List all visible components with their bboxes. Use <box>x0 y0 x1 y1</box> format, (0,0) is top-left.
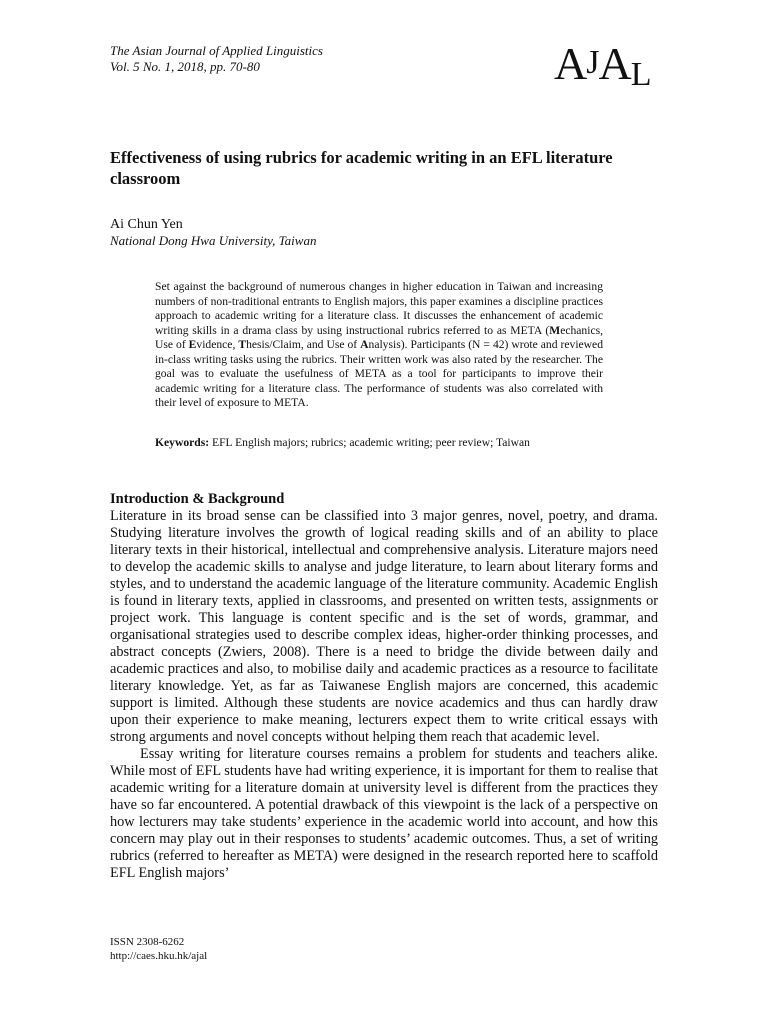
article-title: Effectiveness of using rubrics for academic writing in an EFL literature classroom <box>110 148 613 188</box>
issn: ISSN 2308-6262 <box>110 936 185 948</box>
abstract-emphasis: T <box>238 338 247 351</box>
section-body <box>110 508 658 882</box>
abstract-text: nalysis). Participants (N = 42) wrote and reviewed in-class writing tasks using the rubrics. Their written work was also rated by the researcher. The goal was to evaluate the usefulness of META as a tool for participants to improve their academic writing for a literature class. The performance of students was also correlated with their level of exposure to META. <box>155 338 603 409</box>
keywords <box>155 436 615 451</box>
abstract-emphasis: E <box>188 338 197 351</box>
journal-citation <box>110 43 323 75</box>
abstract-text: vidence, <box>196 338 239 351</box>
logo-letter: A <box>598 38 631 89</box>
journal-url: http://caes.hku.hk/ajal <box>110 950 208 962</box>
abstract-text: echanics, Use of <box>155 323 603 351</box>
journal-volume: Vol. 5 No. 1, 2018, pp. 70-80 <box>110 59 260 74</box>
page-footer <box>110 935 207 963</box>
abstract-emphasis: M <box>549 323 561 337</box>
journal-logo <box>554 40 650 93</box>
author-name: Ai Chun Yen <box>110 217 183 232</box>
keywords-label: Keywords: <box>155 436 210 449</box>
abstract-text: hesis/Claim, and Use of <box>246 338 361 351</box>
abstract <box>155 280 603 411</box>
logo-letter: L <box>630 56 651 93</box>
keywords-list: EFL English majors; rubrics; academic writing; peer review; Taiwan <box>209 436 530 449</box>
journal-name: The Asian Journal of Applied Linguistics <box>110 43 323 58</box>
body-paragraph: Essay writing for literature courses remains a problem for students and teachers alike. While most of EFL students have had writing experience, it is important for them to realise that academic writing for a literature domain at university level is different from the practices they have so far encountered. A potential drawback of this viewpoint is the lack of a perspective on how lecturers may take students’ experience in the academic world into account, and how this concern may play out in their responses to students’ academic outcomes. Thus, a set of writing rubrics (referred to hereafter as META) were designed in the research reported here to scaffold EFL English majors’ <box>110 746 658 881</box>
abstract-emphasis: A <box>360 338 369 351</box>
abstract-text: Set against the background of numerous changes in higher education in Taiwan and increasing numbers of non-traditional entrants to English majors, this paper examines a discipline practices approach to academic writing for a literature class. It discusses the enhancement of academic writing skills in a drama class by using instructional rubrics referred to as META ( <box>155 280 603 337</box>
section-heading: Introduction & Background <box>110 491 285 507</box>
author-affiliation: National Dong Hwa University, Taiwan <box>110 233 317 248</box>
body-paragraph: Literature in its broad sense can be classified into 3 major genres, novel, poetry, and drama. Studying literature involves the growth of logical reading skills and of an ability to place literary texts in their historical, intellectual and comprehensive analysis. Literature majors need to develop the academic skills to analyse and judge literature, to learn about literary forms and styles, and to understand the academic language of the literature community. Academic English is found in literary texts, applied in classrooms, and presented on written tests, assignments or project work. This language is content specific and is the set of words, grammar, and organisational strategies used to describe complex ideas, higher-order thinking processes, and abstract concepts (Zwiers, 2008). There is a need to bridge the divide between daily and academic practices and also, to mobilise daily and academic practices as a resource to facilitate literary knowledge. Yet, as far as Taiwanese English majors are concerned, this academic support is limited. Although these students are novice academics and thus can hardly draw upon their experience to make meaning, lecturers expect them to write critical essays with strong arguments and novel concepts without helping them reach that academic level. <box>110 508 658 745</box>
logo-letter: J <box>586 44 599 81</box>
logo-letter: A <box>554 38 587 89</box>
